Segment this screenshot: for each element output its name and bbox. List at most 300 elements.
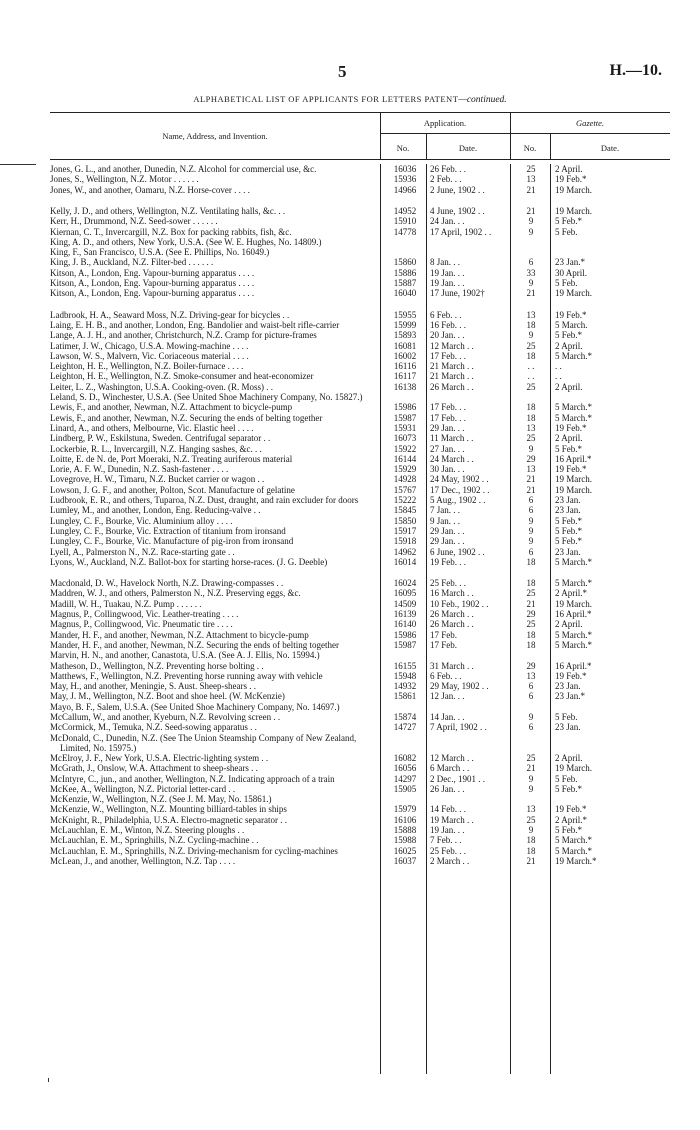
application-number: 15887 (393, 278, 417, 288)
gazette-number: 21 (526, 484, 536, 495)
gazette-number: 13 (526, 670, 536, 681)
gazette-number: 18 (526, 578, 536, 589)
applicant-entry: McCormick, M., Temuka, N.Z. Seed-sowing apparatus . . (50, 722, 257, 733)
application-number: 15955 (393, 309, 417, 320)
application-date: 17 Feb. (430, 629, 457, 640)
application-date: 12 Jan. . . (430, 691, 465, 702)
gazette-number: 18 (526, 402, 536, 413)
application-number: 15929 (393, 464, 417, 475)
gazette-date: 5 Feb.* (555, 443, 582, 454)
gazette-number: 21 (526, 184, 536, 195)
applicant-entry: Mander, H. F., and another, Newman, N.Z. Securing the ends of belting together (50, 639, 339, 650)
gazette-date: 5 Feb. (555, 278, 578, 288)
applicant-entry: McDonald, C., Dunedin, N.Z. (See The Union Steamship Company of New Zealand, Limited, No. 15975.) (50, 732, 357, 753)
list-title (0, 94, 700, 105)
applicant-entry: Lewis, F., and another, Newman, N.Z. Securing the ends of belting together (50, 412, 323, 423)
applicant-entry: McKee, A., Wellington, N.Z. Pictorial letter-card . . (50, 783, 236, 794)
gazette-number: 9 (528, 536, 534, 547)
applicant-entry: Lockerbie, R. L., Invercargill, N.Z. Hanging sashes, &c. . . (50, 443, 262, 454)
application-date: 2 Dec., 1901 . . (430, 773, 485, 784)
gazette-date: 19 Feb.* (555, 670, 587, 681)
gazette-date: 5 March.* (555, 556, 592, 567)
gazette-number: 29 (526, 453, 536, 464)
gazette-date: 5 Feb.* (555, 783, 582, 794)
applicant-entry: Marvin, H. N., and another, Canastota, U.S.A. (See A. J. Ellis, No. 15994.) (50, 650, 320, 661)
application-date: 5 Aug., 1902 . . (430, 495, 486, 505)
applicant-entry: Leighton, H. E., Wellington, N.Z. Smoke-consumer and heat-economizer (50, 371, 314, 382)
gazette-date: 5 Feb.* (555, 525, 582, 536)
application-date: 27 Jan. . . (430, 443, 465, 454)
gazette-number: 18 (526, 629, 536, 640)
application-number: 15936 (393, 174, 417, 185)
applicant-entry: McLauchlan, E. M., Springhills, N.Z. Cycling-machine . . (50, 835, 259, 846)
application-date: 7 Feb. . . (430, 835, 462, 846)
application-number: 15917 (393, 525, 417, 536)
applicant-entry: Lewis, F., and another, Newman, N.Z. Attachment to bicycle-pump (50, 402, 293, 413)
application-date: 8 Jan. . . (430, 257, 460, 268)
application-number: 15987 (393, 412, 417, 423)
gazette-date: 23 Jan. (555, 495, 581, 505)
gazette-number: 9 (528, 773, 534, 784)
gazette-date: 19 Feb.* (555, 422, 587, 433)
application-number: 16056 (393, 763, 417, 774)
application-date: 21 March . . (430, 361, 474, 372)
applicant-entry: McIntyre, C., jun., and another, Wellington, N.Z. Indicating approach of a train (50, 773, 335, 784)
gazette-number: 6 (528, 257, 534, 268)
gazette-date: 2 April. (555, 752, 583, 763)
gazette-date: 19 Feb.* (555, 309, 587, 320)
column-header-app-date: Date. (458, 143, 478, 153)
gazette-date: 5 March. (555, 319, 588, 330)
gazette-number: 9 (528, 825, 534, 835)
margin-rule (0, 164, 36, 165)
application-number: 15987 (393, 639, 417, 650)
gazette-date: 2 April.* (555, 814, 588, 825)
gazette-number: 25 (526, 814, 536, 825)
applicant-entry: King, A. D., and others, New York, U.S.A. (See W. E. Hughes, No. 14809.) (50, 236, 322, 247)
applicant-entry: Lungley, C. F., Bourke, Vic. Aluminium alloy . . . . (50, 515, 233, 526)
gazette-date: 16 April.* (555, 453, 592, 464)
gazette-date: 16 April.* (555, 609, 592, 619)
application-date: 10 Feb., 1902 . . (430, 598, 489, 609)
gazette-date: 19 Feb.* (555, 804, 587, 815)
application-number: 16014 (393, 556, 417, 567)
gazette-number: 25 (526, 752, 536, 763)
gazette-date: 2 April. (555, 433, 583, 444)
application-date: 26 March . . (430, 619, 474, 630)
gazette-number: 29 (526, 660, 536, 671)
gazette-date: 30 April. (555, 267, 588, 278)
gazette-number: 18 (526, 319, 536, 330)
applicant-entry: Ladbrook, H. A., Seaward Moss, N.Z. Driving-gear for bicycles . . (50, 309, 290, 320)
application-date: 24 Jan. . . (430, 216, 465, 227)
application-date: 19 March . . (430, 814, 474, 825)
application-number: 15948 (393, 670, 417, 681)
application-number: 15922 (393, 443, 417, 454)
applicant-entry: Lindberg, P. W., Eskilstuna, Sweden. Centrifugal separator . . (50, 433, 271, 444)
application-number: 14952 (393, 205, 417, 216)
applicant-entry: Lovegrove, H. W., Timaru, N.Z. Bucket carrier or wagon . . (50, 474, 265, 485)
applicant-entry: Madill, W. H., Tuakau, N.Z. Pump . . . . . . (50, 598, 202, 609)
applicant-entry: Magnus, P., Collingwood, Vic. Pneumatic tire . . . . (50, 619, 233, 630)
application-number: 15905 (393, 783, 417, 794)
application-number: 15986 (393, 402, 417, 413)
page-header (0, 62, 700, 82)
application-date: 2 March . . (430, 855, 470, 866)
gazette-number: 18 (526, 350, 536, 361)
gazette-number: 29 (526, 609, 536, 619)
table-header (50, 112, 670, 160)
gazette-date: 23 Jan. (555, 546, 581, 557)
gazette-number: 25 (526, 164, 536, 174)
application-date: 16 March . . (430, 588, 474, 599)
application-number: 16081 (393, 340, 417, 351)
applicant-entry: Lowson, J. G. F., and another, Polton, Scot. Manufacture of gelatine (50, 484, 295, 495)
application-date: 2 Feb. . . (430, 174, 462, 185)
application-number: 16024 (393, 578, 417, 589)
gazette-date: 19 March. (555, 763, 592, 774)
gazette-date: 5 Feb. (555, 712, 578, 722)
applicant-entry: King, F., San Francisco, U.S.A. (See E. Phillips, No. 16049.) (50, 247, 270, 258)
application-number: 14928 (393, 474, 417, 485)
application-date: 17 Feb. . . (430, 350, 466, 361)
gazette-number: 9 (528, 712, 534, 722)
application-date: 17 April, 1902 . . (430, 226, 492, 237)
gazette-number: . . (527, 361, 535, 372)
application-number: 15222 (393, 495, 417, 505)
gazette-date: . . (555, 371, 562, 382)
header-subrule (380, 133, 670, 134)
gazette-number: 21 (526, 474, 536, 485)
applicant-entry: Mander, H. F., and another, Newman, N.Z. Attachment to bicycle-pump (50, 629, 309, 640)
application-number: 14962 (393, 546, 417, 557)
gazette-number: 21 (526, 855, 536, 866)
application-date: 11 March . . (430, 433, 474, 444)
application-date: 26 March . . (430, 609, 474, 619)
applicant-entry: Kitson, A., London, Eng. Vapour-burning apparatus . . . . (50, 278, 255, 288)
application-date: 9 Jan. . . (430, 515, 460, 526)
applicant-entry: Lungley, C. F., Bourke, Vic. Extraction of titanium from ironsand (50, 525, 286, 536)
column-header-name: Name, Address, and Invention. (162, 131, 268, 141)
application-number: 16139 (393, 609, 417, 619)
gazette-date: 5 Feb.* (555, 330, 582, 341)
gazette-date: 5 March.* (555, 402, 592, 413)
gazette-date: 23 Jan. (555, 505, 581, 516)
gazette-date: 19 Feb.* (555, 464, 587, 475)
application-date: 30 Jan. . . (430, 464, 465, 475)
application-date: 12 March . . (430, 752, 474, 763)
gazette-number: 13 (526, 804, 536, 815)
applicant-entry: McCallum, W., and another, Kyeburn, N.Z. Revolving screen . . (50, 712, 281, 722)
application-number: 15874 (393, 712, 417, 722)
applicant-entry: McKenzie, W., Wellington, N.Z. Mounting billiard-tables in ships (50, 804, 287, 815)
application-date: 6 June, 1902 . . (430, 546, 485, 557)
application-date: 20 Jan. . . (430, 330, 465, 341)
application-number: 15850 (393, 515, 417, 526)
gazette-date: 2 April. (555, 340, 583, 351)
sessional-number: H.—10. (609, 62, 662, 79)
gazette-number: 18 (526, 835, 536, 846)
applicant-entry: Lorie, A. F. W., Dunedin, N.Z. Sash-fastener . . . . (50, 464, 229, 475)
application-date: 17 Feb. . . (430, 412, 466, 423)
margin-tick (48, 1078, 53, 1082)
application-number: 16116 (393, 361, 417, 372)
application-number: 14727 (393, 722, 417, 733)
application-date: 2 June, 1902 . . (430, 184, 485, 195)
gazette-date: 5 Feb.* (555, 825, 582, 835)
applicant-entry: Loitte, E. de N. de, Port Moeraki, N.Z. Treating auriferous material (50, 453, 293, 464)
application-date: 29 May, 1902 . . (430, 681, 489, 692)
application-number: 15931 (393, 422, 417, 433)
applicant-entry: Matheson, D., Wellington, N.Z. Preventing horse bolting . . (50, 660, 264, 671)
applicant-entry: McLauchlan, E. M., Springhills, N.Z. Driving-mechanism for cycling-machines (50, 845, 338, 856)
applicant-entry: Mayo, B. F., Salem, U.S.A. (See United Shoe Machinery Company, No. 14697.) (50, 701, 340, 712)
application-number: 16138 (393, 381, 417, 392)
gazette-date: 5 March.* (555, 835, 592, 846)
gazette-date: 2 April. (555, 619, 583, 630)
applicant-entry: Jones, G. L., and another, Dunedin, N.Z. Alcohol for commercial use, &c. (50, 164, 317, 174)
application-date: 12 March . . (430, 340, 474, 351)
application-date: 19 Feb. . . (430, 556, 466, 567)
applicant-entry: Kiernan, C. T., Invercargill, N.Z. Box for packing rabbits, fish, &c. (50, 226, 292, 237)
gazette-date: 5 March.* (555, 412, 592, 423)
application-number: 15918 (393, 536, 417, 547)
gazette-number: . . (527, 371, 535, 382)
applicant-entry: Jones, W., and another, Oamaru, N.Z. Horse-cover . . . . (50, 184, 250, 195)
applicant-entry: Lange, A. J. H., and another, Christchurch, N.Z. Cramp for picture-frames (50, 330, 317, 341)
application-date: 31 March . . (430, 660, 474, 671)
gazette-number: 33 (526, 267, 536, 278)
applicant-entry: Lawson, W. S., Malvern, Vic. Coriaceous material . . . . (50, 350, 249, 361)
gazette-date: 19 March.* (555, 855, 597, 866)
application-number: 14966 (393, 184, 417, 195)
application-date: 25 Feb. . . (430, 845, 466, 856)
application-number: 16095 (393, 588, 417, 599)
applicant-entry: Lumley, M., and another, London, Eng. Reducing-valve . . (50, 505, 261, 516)
applicant-entry: McLean, J., and another, Wellington, N.Z. Tap . . . . (50, 855, 236, 866)
gazette-number: 25 (526, 433, 536, 444)
table-body (50, 164, 670, 1074)
application-date: 14 Jan. . . (430, 712, 465, 722)
applicant-entry: Leland, S. D., Winchester, U.S.A. (See United Shoe Machinery Company, No. 15827.) (50, 392, 363, 402)
application-date: 25 Feb. . . (430, 578, 466, 589)
gazette-date: 19 March. (555, 598, 592, 609)
applicant-entry: Leiter, L. Z., Washington, U.S.A. Cooking-oven. (R. Moss) . . (50, 381, 273, 392)
application-date: 7 Jan. . . (430, 505, 460, 516)
gazette-number: 13 (526, 309, 536, 320)
gazette-number: 6 (528, 681, 534, 692)
applicant-entry: McKenzie, W., Wellington, N.Z. (See J. M. May, No. 15861.) (50, 794, 272, 805)
gazette-date: 23 Jan. (555, 722, 581, 733)
gazette-date: 23 Jan. (555, 681, 581, 692)
applicant-entry: Laing, E. H. B., and another, London, Eng. Bandolier and waist-belt rifle-carrier (50, 319, 340, 330)
gazette-number: 9 (528, 330, 534, 341)
application-date: 6 Feb. . . (430, 670, 462, 681)
application-number: 15767 (393, 484, 417, 495)
application-number: 15893 (393, 330, 417, 341)
application-number: 15861 (393, 691, 417, 702)
gazette-date: 5 March.* (555, 629, 592, 640)
application-number: 16036 (393, 164, 417, 174)
gazette-number: 13 (526, 464, 536, 475)
gazette-number: 25 (526, 381, 536, 392)
application-number: 16117 (393, 371, 417, 382)
applicant-entry: Kitson, A., London, Eng. Vapour-burning apparatus . . . . (50, 288, 255, 299)
applicant-entry: Maddren, W. J., and others, Palmerston N., N.Z. Preserving eggs, &c. (50, 588, 301, 599)
application-number: 16155 (393, 660, 417, 671)
gazette-number: 6 (528, 505, 534, 516)
gazette-number: 6 (528, 722, 534, 733)
applicant-entry: McElroy, J. F., New York, U.S.A. Electric-lighting system . . (50, 752, 269, 763)
application-date: 19 Jan. . . (430, 825, 465, 835)
gazette-number: 21 (526, 763, 536, 774)
gazette-number: 21 (526, 205, 536, 216)
gazette-number: 25 (526, 340, 536, 351)
application-date: 21 March . . (430, 371, 474, 382)
gazette-date: 19 March. (555, 205, 592, 216)
application-number: 15910 (393, 216, 417, 227)
application-date: 26 March . . (430, 381, 474, 392)
gazette-date: 23 Jan.* (555, 257, 585, 268)
applicant-entry: Lyons, W., Auckland, N.Z. Ballot-box for starting horse-races. (J. G. Deeble) (50, 556, 328, 567)
application-date: 6 Feb. . . (430, 309, 462, 320)
application-number: 16106 (393, 814, 417, 825)
applicant-entry: King, J. B., Auckland, N.Z. Filter-bed . . . . . . (50, 257, 214, 268)
gazette-date: 23 Jan.* (555, 691, 585, 702)
gazette-number: 21 (526, 598, 536, 609)
gazette-number: 9 (528, 226, 534, 237)
applicant-entry: May, J. M., Wellington, N.Z. Boot and shoe heel. (W. McKenzie) (50, 691, 285, 702)
applicant-entry: Jones, S., Wellington, N.Z. Motor . . . . . . (50, 174, 199, 185)
gazette-date: 5 March.* (555, 578, 592, 589)
applicant-entry: McLauchlan, E. M., Winton, N.Z. Steering ploughs . . (50, 825, 245, 835)
gazette-date: 19 March. (555, 184, 592, 195)
applicant-entry: Lungley, C. F., Bourke, Vic. Manufacture of pig-iron from ironsand (50, 536, 294, 547)
gazette-date: 5 March.* (555, 845, 592, 856)
gazette-number: 13 (526, 174, 536, 185)
application-date: 17 Dec., 1902 . . (430, 484, 490, 495)
application-number: 16040 (393, 288, 417, 299)
gazette-number: 9 (528, 515, 534, 526)
applicant-entry: Leighton, H. E., Wellington, N.Z. Boiler-furnace . . . . (50, 361, 244, 372)
gazette-number: 6 (528, 495, 534, 505)
gazette-number: 13 (526, 422, 536, 433)
application-number: 15886 (393, 267, 417, 278)
application-number: 15979 (393, 804, 417, 815)
application-date: 19 Jan. . . (430, 267, 465, 278)
application-date: 24 May, 1902 . . (430, 474, 489, 485)
application-number: 14778 (393, 226, 417, 237)
applicant-entry: Lyell, A., Palmerston N., N.Z. Race-starting gate . . (50, 546, 235, 557)
applicant-entry: Ludbrook, E. R., and others, Tuparoa, N.Z. Dust, draught, and rain excluder for doors (50, 495, 359, 505)
column-header-gazette-no: No. (523, 143, 537, 153)
application-number: 16037 (393, 855, 417, 866)
application-number: 16140 (393, 619, 417, 630)
column-divider (510, 164, 511, 1074)
applicant-entry: McKnight, R., Philadelphia, U.S.A. Electro-magnetic separator . . (50, 814, 287, 825)
gazette-date: 5 Feb.* (555, 515, 582, 526)
application-number: 15999 (393, 319, 417, 330)
gazette-date: 5 March.* (555, 639, 592, 650)
gazette-number: 18 (526, 412, 536, 423)
gazette-number: 9 (528, 278, 534, 288)
page-number: 5 (338, 62, 347, 81)
gazette-date: 19 Feb.* (555, 174, 587, 185)
application-date: 19 Jan. . . (430, 278, 465, 288)
gazette-date: 5 Feb. (555, 226, 578, 237)
application-number: 16073 (393, 433, 417, 444)
list-title-continued: —continued. (458, 95, 507, 105)
column-group-gazette: Gazette. (575, 118, 605, 128)
application-date: 6 March . . (430, 763, 470, 774)
gazette-number: 9 (528, 443, 534, 454)
applicant-entry: McGrath, J., Onslow, W.A. Attachment to sheep-shears . . (50, 763, 258, 774)
gazette-number: 9 (528, 783, 534, 794)
applicant-entry: Magnus, P., Collingwood, Vic. Leather-treating . . . . (50, 609, 239, 619)
application-number: 14509 (393, 598, 417, 609)
gazette-date: 2 April. (555, 381, 583, 392)
application-date: 14 Feb. . . (430, 804, 466, 815)
applicant-entry: Kitson, A., London, Eng. Vapour-burning apparatus . . . . (50, 267, 255, 278)
column-header-gazette-date: Date. (600, 143, 620, 153)
gazette-number: 18 (526, 845, 536, 856)
application-number: 16002 (393, 350, 417, 361)
gazette-number: 6 (528, 691, 534, 702)
application-number: 15888 (393, 825, 417, 835)
gazette-date: 19 March. (555, 484, 592, 495)
gazette-number: 9 (528, 216, 534, 227)
application-date: 4 June, 1902 . . (430, 205, 485, 216)
application-date: 17 Feb. (430, 639, 457, 650)
application-number: 15860 (393, 257, 417, 268)
applicant-entry: May, H., and another, Meningie, S. Aust. Sheep-shears . . (50, 681, 257, 692)
applicant-entry: Latimer, J. W., Chicago, U.S.A. Mowing-machine . . . . (50, 340, 249, 351)
application-date: 29 Jan. . . (430, 422, 465, 433)
gazette-date: 2 April. (555, 164, 583, 174)
column-divider (380, 164, 381, 1074)
applicant-entry: Linard, A., and others, Melbourne, Vic. Elastic heel . . . . (50, 422, 254, 433)
column-divider (426, 164, 427, 1074)
applicant-entry: Kelly, J. D., and others, Wellington, N.Z. Ventilating halls, &c. . . (50, 205, 286, 216)
application-date: 26 Feb. . . (430, 164, 466, 174)
application-date: 29 Jan. . . (430, 525, 465, 536)
gazette-date: 5 Feb. (555, 773, 578, 784)
gazette-date: 16 April.* (555, 660, 592, 671)
application-number: 14932 (393, 681, 417, 692)
gazette-date: 19 March. (555, 474, 592, 485)
column-divider (550, 164, 551, 1074)
applicant-entry: Macdonald, D. W., Havelock North, N.Z. Drawing-compasses . . (50, 578, 284, 589)
application-number: 16025 (393, 845, 417, 856)
gazette-number: 6 (528, 546, 534, 557)
application-number: 16144 (393, 453, 417, 464)
gazette-date: . . (555, 361, 562, 372)
gazette-date: 5 Feb.* (555, 536, 582, 547)
application-date: 29 Jan. . . (430, 536, 465, 547)
application-date: 17 Feb. . . (430, 402, 466, 413)
application-number: 15845 (393, 505, 417, 516)
applicant-entry: Kerr, H., Drummond, N.Z. Seed-sower . . . . . . (50, 216, 218, 227)
gazette-date: 5 Feb.* (555, 216, 582, 227)
column-group-application: Application. (423, 118, 467, 128)
application-number: 16082 (393, 752, 417, 763)
gazette-date: 5 March.* (555, 350, 592, 361)
application-date: 16 Feb. . . (430, 319, 466, 330)
gazette-number: 18 (526, 639, 536, 650)
gazette-number: 9 (528, 525, 534, 536)
application-date: 7 April, 1902 . . (430, 722, 487, 733)
application-date: 24 March . . (430, 453, 474, 464)
